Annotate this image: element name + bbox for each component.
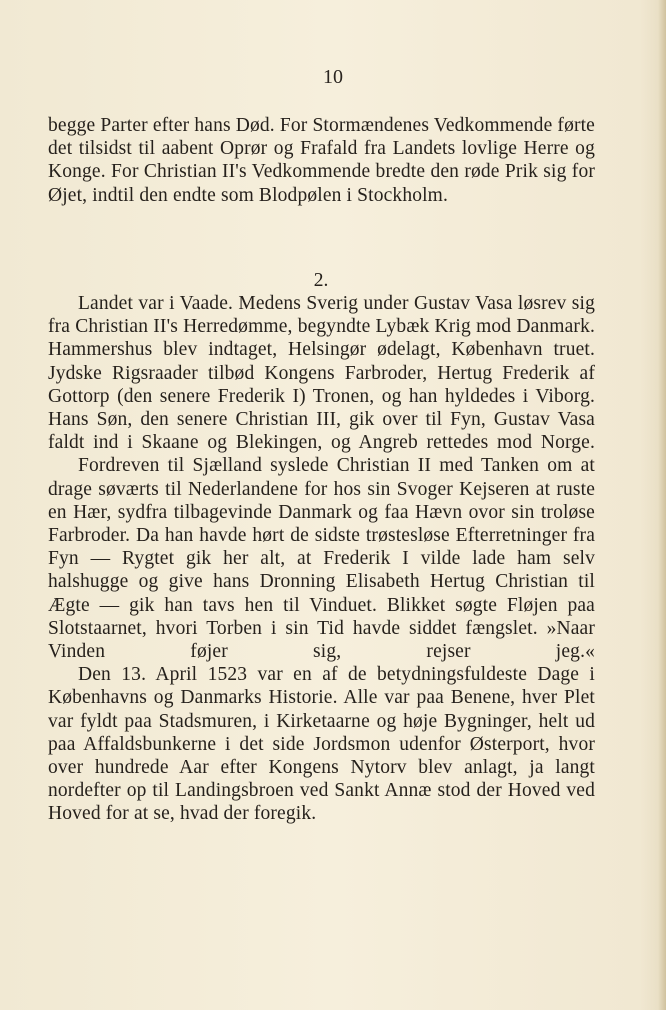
page-edge-shadow	[658, 0, 666, 1010]
paragraph-3: Fordreven til Sjælland syslede Christian II med Tanken om at drage søværts til Nederlandene for hos sin Svoger Kejseren at ruste en Hær, sydfra tilbagevinde Danmark og faa Hævn ovor sin troløse Farbroder. Da han havde hørt de sidste trøstesløse Efterretninger fra Fyn — Rygtet gik her alt, at Frederik I vilde lade ham selv halshugge og give hans Dronning Elisabeth Hertug Christian til Ægte — gik han tavs hen til Vinduet. Blikket søgte Fløjen paa Slotstaarnet, hvori Torben i sin Tid havde siddet fængslet. »Naar Vinden føjer sig, rejser jeg.«	[48, 455, 595, 663]
page-number: 10	[323, 66, 343, 88]
text-block-section-2	[48, 292, 595, 826]
section-number: 2.	[313, 270, 329, 291]
text-block-top	[48, 114, 595, 207]
paragraph-4: Den 13. April 1523 var en af de betydningsfuldeste Dage i Københavns og Danmarks Historie. Alle var paa Benene, hver Plet var fyldt paa Stadsmuren, i Kirketaarne og høje Bygninger, helt ud paa Affaldsbunkerne i det side Jordsmon udenfor Østerport, hvor over hundrede Aar efter Kongens Nytorv blev anlagt, ja langt nordefter op til Landingsbroen ved Sankt Annæ stod der Hoved ved Hoved for at se, hvad der foregik.	[48, 664, 595, 825]
paragraph-1: begge Parter efter hans Død. For Stormændenes Vedkommende førte det tilsidst til aabent Oprør og Frafald fra Landets lovlige Herre og Konge. For Christian II's Vedkommende bredte den røde Prik sig for Øjet, indtil den endte som Blodpølen i Stockholm.	[48, 115, 595, 206]
paragraph-2: Landet var i Vaade. Medens Sverig under Gustav Vasa løsrev sig fra Christian II's Herredømme, begyndte Lybæk Krig mod Danmark. Hammershus blev indtaget, Helsingør ødelagt, København truet. Jydske Rigsraader tilbød Kongens Farbroder, Hertug Frederik af Gottorp (den senere Frederik I) Tronen, og han hyldedes i Viborg. Hans Søn, den senere Christian III, gik over til Fyn, Gustav Vasa faldt ind i Skaane og Blekingen, og Angreb rettedes mod Norge.	[48, 293, 595, 454]
